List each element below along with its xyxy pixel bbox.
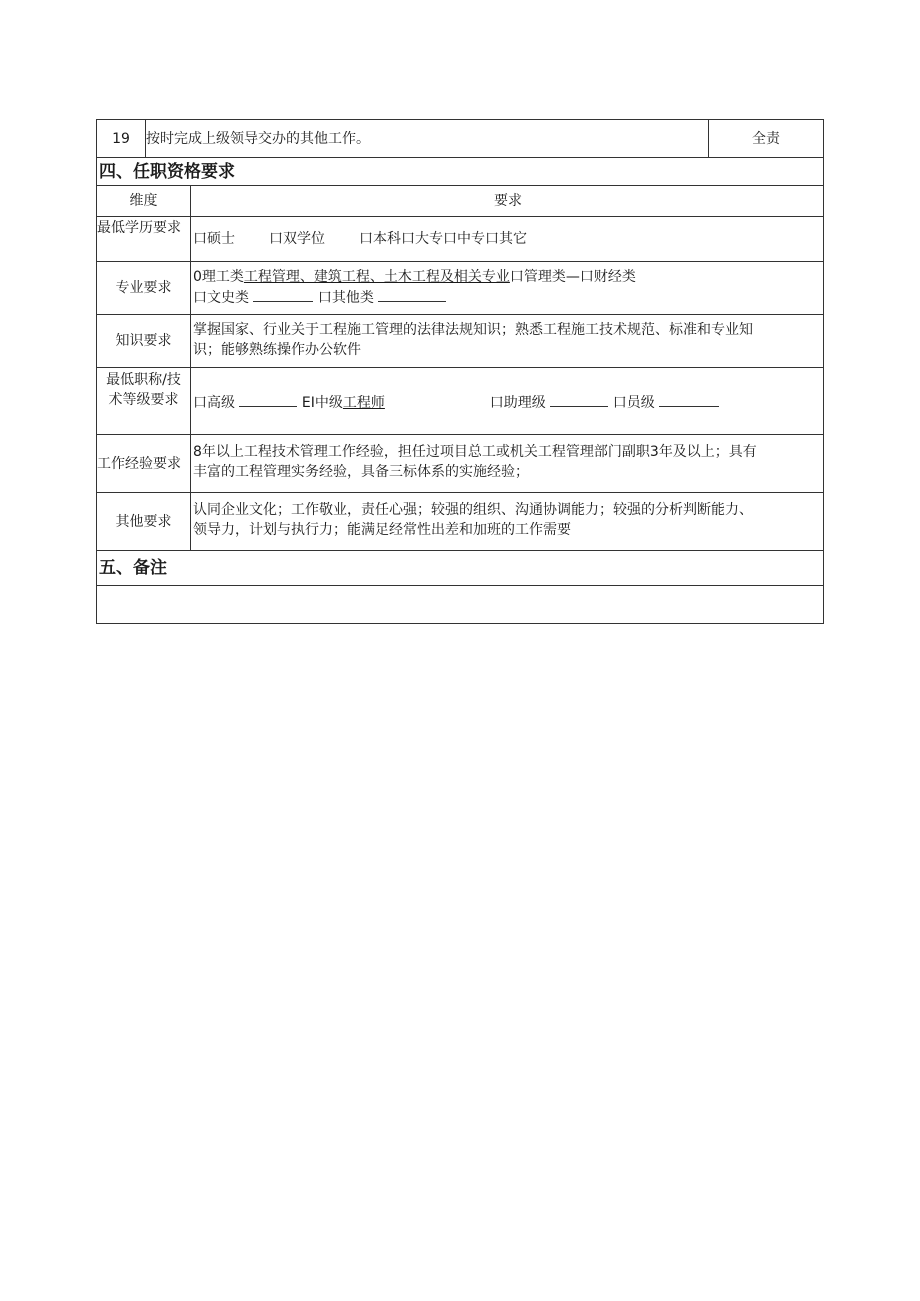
knowledge-label: 知识要求 xyxy=(97,315,191,367)
title-level-options xyxy=(192,368,823,434)
other-req-line-1: 认同企业文化；工作敬业，责任心强；较强的组织、沟通协调能力；较强的分析判断能力、 xyxy=(193,502,753,518)
row-knowledge xyxy=(96,315,824,368)
level-staff-blank xyxy=(659,392,719,407)
job-description-table xyxy=(96,119,824,624)
major-arts: 口文史类 xyxy=(193,290,249,306)
major-prefix: 0理工类 xyxy=(193,269,244,285)
title-level-label-line-2: 术等级要求 xyxy=(108,392,179,408)
level-assistant: 口助理级 xyxy=(489,395,546,411)
section-title-qualifications: 四、任职资格要求 xyxy=(96,158,824,186)
row-other-requirements xyxy=(96,493,824,551)
other-req-line-2: 领导力，计划与执行力；能满足经常性出差和加班的工作需要 xyxy=(193,522,571,538)
edu-option-bachelor-etc: 口本科口大专口中专口其它 xyxy=(359,231,527,247)
title-level-label-line-1: 最低职称/技 xyxy=(106,372,181,388)
row-experience xyxy=(96,435,824,493)
knowledge-line-2: 识；能够熟练操作办公软件 xyxy=(193,342,361,358)
major-label: 专业要求 xyxy=(97,262,191,314)
remarks-cell[interactable] xyxy=(96,586,824,624)
major-finance: 口财经类 xyxy=(579,269,636,285)
experience-line-1: 8年以上工程技术管理工作经验，担任过项目总工或机关工程管理部门副职3年及以上；具有 xyxy=(193,444,757,460)
task-number: 19 xyxy=(97,120,146,157)
task-responsibility: 全责 xyxy=(752,130,780,147)
header-requirement: 要求 xyxy=(494,193,522,209)
other-req-label: 其他要求 xyxy=(97,493,191,550)
title-level-label xyxy=(97,368,191,434)
major-arts-blank xyxy=(253,287,313,302)
level-senior: 口高级 xyxy=(193,395,235,411)
experience-content xyxy=(192,435,823,492)
education-label: 最低学历要求 xyxy=(97,217,191,261)
experience-line-2: 丰富的工程管理实务经验，具备三标体系的实施经验； xyxy=(193,464,529,480)
level-senior-blank xyxy=(239,392,297,407)
major-content xyxy=(192,262,823,314)
section-title-remarks: 五、备注 xyxy=(96,551,824,586)
row-title-level xyxy=(96,368,824,435)
task-row xyxy=(96,119,824,158)
knowledge-line-1: 掌握国家、行业关于工程施工管理的法律法规知识；熟悉工程施工技术规范、标准和专业知 xyxy=(193,322,753,338)
major-other-blank xyxy=(378,287,446,302)
level-staff: 口员级 xyxy=(612,395,655,411)
edu-option-double-degree: 口双学位 xyxy=(269,231,325,247)
education-options xyxy=(192,217,823,261)
experience-label: 工作经验要求 xyxy=(97,435,191,492)
major-mgmt: 口管理类— xyxy=(509,269,580,285)
row-major xyxy=(96,262,824,315)
knowledge-content xyxy=(192,315,823,367)
edu-option-master: 口硕士 xyxy=(193,231,235,247)
level-mid-prefix: EI中级 xyxy=(301,395,343,411)
task-text: 按时完成上级领导交办的其他工作。 xyxy=(146,120,709,157)
level-assistant-blank xyxy=(550,392,608,407)
row-education xyxy=(96,217,824,262)
other-req-content xyxy=(192,493,823,550)
level-mid-engineer: 工程师 xyxy=(342,395,385,411)
major-other: 口其他类 xyxy=(317,290,374,306)
table-header-row xyxy=(96,186,824,217)
header-dimension: 维度 xyxy=(97,186,191,216)
major-underlined: 工程管理、建筑工程、土木工程及相关专业 xyxy=(243,269,510,285)
